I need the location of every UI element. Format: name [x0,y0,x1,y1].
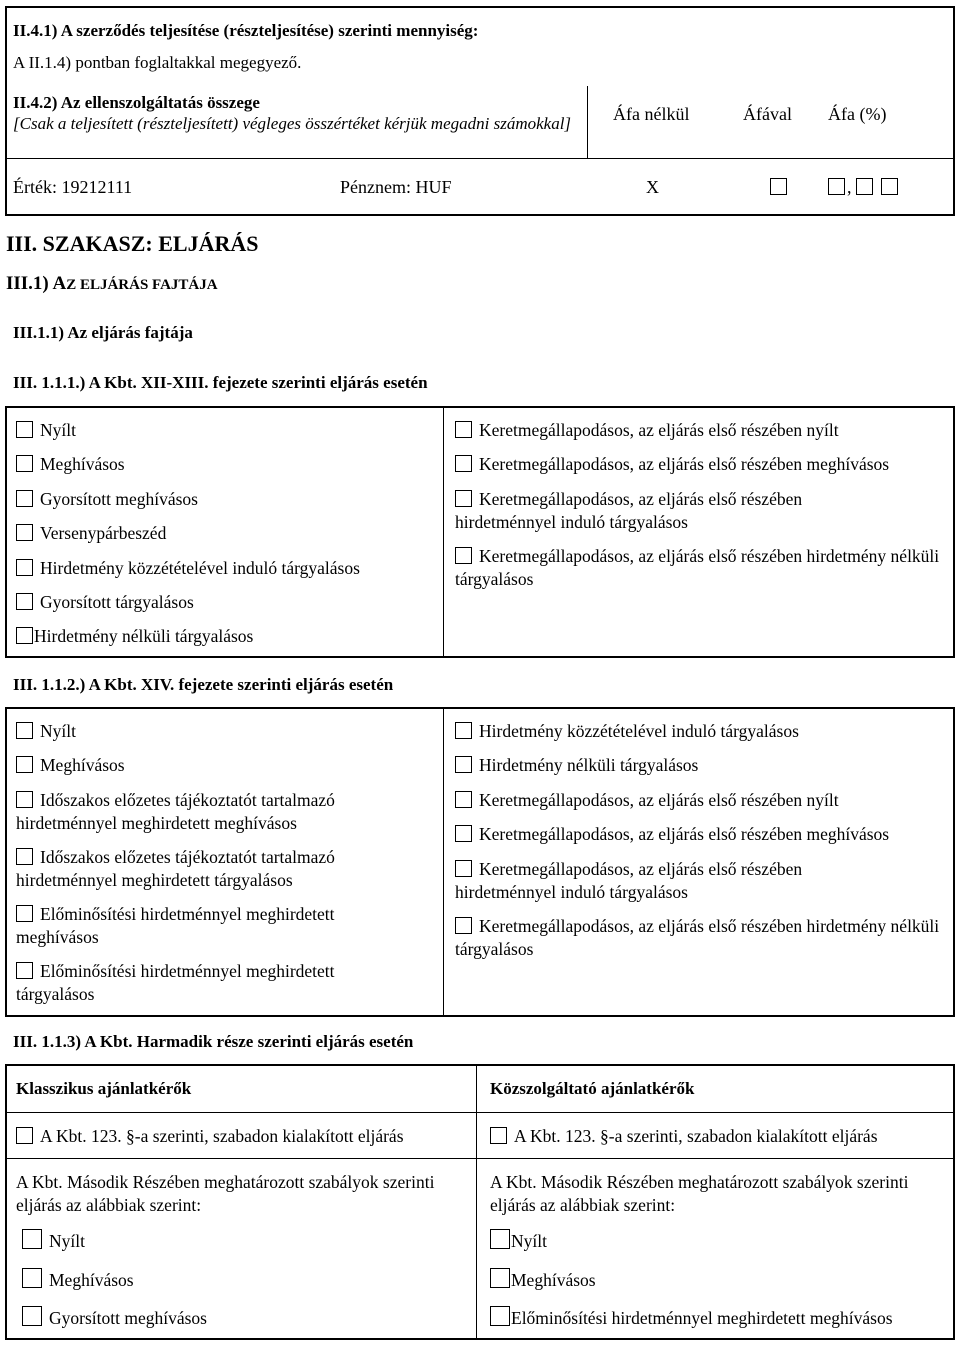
s3111-left-2[interactable]: Gyorsított meghívásos [16,488,198,511]
s3112-right-5[interactable]: Keretmegállapodásos, az eljárás első részében hirdetmény nélküli tárgyalásos [455,916,940,959]
section3-subtitle-prefix: III.1) A [6,273,67,294]
afa-nelkul-mark: X [646,177,659,197]
s3111-left-4[interactable]: Hirdetmény közzétételével induló tárgyalásos [16,557,360,580]
checkbox[interactable] [16,421,33,438]
s3113-right-header: Közszolgáltató ajánlatkérők [490,1079,695,1098]
s3113-header-underline [6,1112,954,1113]
s3112-right-3[interactable]: Keretmegállapodásos, az eljárás első részében meghívásos [455,823,950,846]
s3111-left-5[interactable]: Gyorsított tárgyalásos [16,591,194,614]
s3111-left-1[interactable]: Meghívásos [16,453,125,476]
checkbox[interactable] [455,860,472,877]
checkbox[interactable] [455,917,472,934]
s3113-divider [476,1065,477,1339]
checkbox[interactable] [16,791,33,808]
section3-subtitle [6,272,218,297]
afa-pct-box-1[interactable] [828,178,845,195]
checkbox[interactable] [16,490,33,507]
s3113-title: III. 1.1.3) A Kbt. Harmadik része szerinti eljárás esetén [13,1032,414,1051]
checkbox[interactable] [16,455,33,472]
s3113-right-opt-2[interactable]: Előminősítési hirdetménnyel meghirdetett meghívásos [490,1306,952,1330]
s3112-left-3[interactable]: Időszakos előzetes tájékoztatót tartalmazó hirdetménnyel meghirdetett tárgyalásos [16,847,335,890]
s3112-left-4[interactable]: Előminősítési hirdetménnyel meghirdetett meghívásos [16,904,335,947]
checkbox[interactable] [455,490,472,507]
checkbox[interactable] [16,962,33,979]
s3113-right-second-part: A Kbt. Második Részében meghatározott szabályok szerinti eljárás az alábbiak szerint: [490,1172,909,1215]
checkbox[interactable] [22,1306,42,1326]
checkbox[interactable] [16,524,33,541]
afa-pct-separator: , [847,177,852,197]
checkbox[interactable] [455,791,472,808]
checkbox[interactable] [455,547,472,564]
checkbox[interactable] [22,1229,42,1249]
s3112-left-0[interactable]: Nyílt [16,720,76,743]
s3111-left-0[interactable]: Nyílt [16,419,76,442]
checkbox[interactable] [16,559,33,576]
checkbox[interactable] [455,722,472,739]
s3113-right-opt-1[interactable]: Meghívásos [490,1268,596,1292]
s3111-left-6[interactable]: Hirdetmény nélküli tárgyalásos [16,625,253,648]
ii41-title: II.4.1) A szerződés teljesítése (részteljesítése) szerinti mennyiség: [13,21,479,40]
s3113-left-opt-1[interactable]: Meghívásos [22,1268,134,1292]
checkbox[interactable] [490,1127,507,1144]
checkbox[interactable] [16,1127,33,1144]
s3113-left-second-part: A Kbt. Második Részében meghatározott szabályok szerinti eljárás az alábbiak szerint: [16,1172,435,1215]
checkbox[interactable] [16,722,33,739]
s3111-title: III. 1.1.1.) A Kbt. XII-XIII. fejezete szerinti eljárás esetén [13,373,428,392]
checkbox[interactable] [490,1268,510,1288]
s3113-right-opt-0[interactable]: Nyílt [490,1229,547,1253]
checkbox[interactable] [22,1268,42,1288]
s3111-right-2[interactable]: Keretmegállapodásos, az eljárás első részében hirdetménnyel induló tárgyalásos [455,489,803,532]
checkbox[interactable] [455,756,472,773]
checkbox[interactable] [16,593,33,610]
s3113-left-free[interactable]: A Kbt. 123. §-a szerinti, szabadon kialakított eljárás [16,1125,471,1148]
col-afa-pct: Áfa (%) [828,104,887,124]
s3112-right-0[interactable]: Hirdetmény közzétételével induló tárgyalásos [455,720,950,743]
s3112-title: III. 1.1.2.) A Kbt. XIV. fejezete szerinti eljárás esetén [13,675,394,694]
s3112-divider [443,708,444,1016]
checkbox[interactable] [16,905,33,922]
ii42-note: [Csak a teljesített (részteljesített) végleges összértéket kérjük megadni számokkal] [13,114,572,133]
ii42-title: II.4.2) Az ellenszolgáltatás összege [13,93,260,112]
s3112-right-2[interactable]: Keretmegállapodásos, az eljárás első részében nyílt [455,789,950,812]
value-label: Érték: 19212111 [13,177,133,197]
s3111-left-3[interactable]: Versenypárbeszéd [16,522,166,545]
s311-title: III.1.1) Az eljárás fajtája [13,323,193,342]
s3111-right-0[interactable]: Keretmegállapodásos, az eljárás első részében nyílt [455,419,950,442]
ii4-divider [6,158,954,159]
s3113-left-opt-2[interactable]: Gyorsított meghívásos [22,1306,207,1330]
checkbox[interactable] [490,1306,510,1326]
checkbox[interactable] [455,825,472,842]
s3113-right-free[interactable]: A Kbt. 123. §-a szerinti, szabadon kialakított eljárás [490,1125,950,1148]
afa-pct-box-3[interactable] [881,178,898,195]
checkbox[interactable] [16,848,33,865]
s3112-right-1[interactable]: Hirdetmény nélküli tárgyalásos [455,754,950,777]
s3111-right-1[interactable]: Keretmegállapodásos, az eljárás első részében meghívásos [455,453,950,476]
s3113-free-underline [6,1158,954,1159]
section3-title: III. SZAKASZ: ELJÁRÁS [6,231,259,256]
section3-subtitle-rest: Z ELJÁRÁS FAJTÁJA [66,277,218,293]
afaval-checkbox[interactable] [770,178,787,195]
s3112-left-2[interactable]: Időszakos előzetes tájékoztatót tartalmazó hirdetménnyel meghirdetett meghívásos [16,790,335,833]
s3113-left-opt-0[interactable]: Nyílt [22,1229,85,1253]
ii4-header-divider [587,86,588,158]
afa-pct-box-2[interactable] [856,178,873,195]
checkbox[interactable] [490,1229,510,1249]
checkbox[interactable] [16,627,33,644]
col-afaval: Áfával [743,104,792,124]
s3112-left-5[interactable]: Előminősítési hirdetménnyel meghirdetett tárgyalásos [16,961,335,1004]
checkbox[interactable] [455,455,472,472]
s3111-right-3[interactable]: Keretmegállapodásos, az eljárás első részében hirdetmény nélküli tárgyalásos [455,546,940,589]
checkbox[interactable] [16,756,33,773]
currency-label: Pénznem: HUF [340,177,452,197]
s3111-divider [443,407,444,657]
s3112-left-1[interactable]: Meghívásos [16,754,125,777]
ii41-text: A II.1.4) pontban foglaltakkal megegyező. [13,53,302,72]
s3113-left-header: Klasszikus ajánlatkérők [16,1079,192,1098]
s3112-right-4[interactable]: Keretmegállapodásos, az eljárás első részében hirdetménnyel induló tárgyalásos [455,859,803,902]
col-afa-nelkul: Áfa nélkül [613,104,690,124]
checkbox[interactable] [455,421,472,438]
